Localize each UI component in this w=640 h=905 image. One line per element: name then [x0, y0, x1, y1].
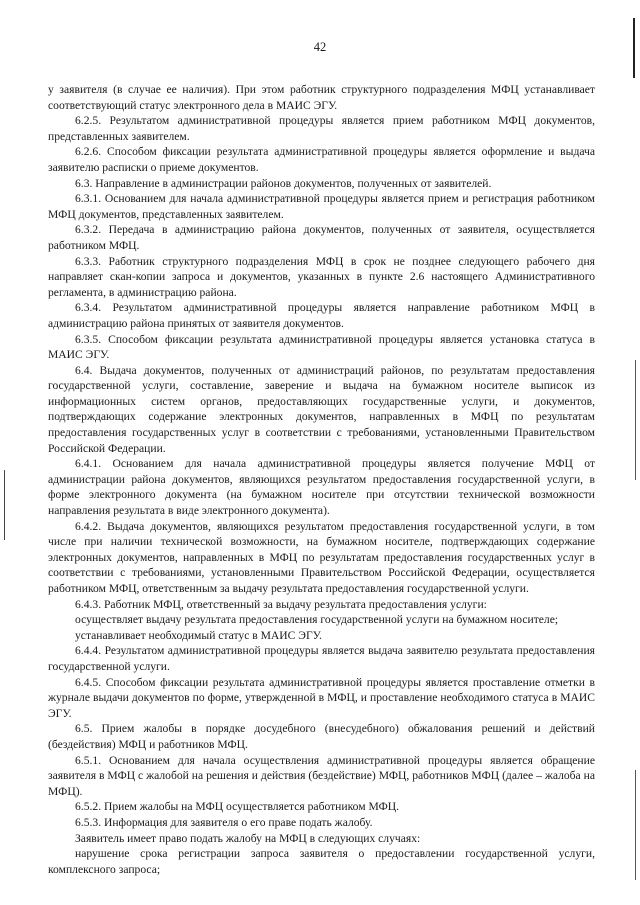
paragraph: 6.4.5. Способом фиксации результата административной процедуры является проставление отметки в журнале выдачи документов по форме, утвержденной в МФЦ, и проставление необходимого статуса в МАИС ЭГУ.	[48, 675, 595, 720]
paragraph: устанавливает необходимый статус в МАИС ЭГУ.	[75, 628, 322, 642]
paragraph: 6.3.5. Способом фиксации результата административной процедуры является установка статуса в МАИС ЭГУ.	[48, 332, 595, 362]
paragraph: 6.4.3. Работник МФЦ, ответственный за выдачу результата предоставления услуги:	[75, 597, 487, 611]
scan-edge-mark	[633, 18, 635, 78]
paragraph: 6.4. Выдача документов, полученных от администраций районов, по результатам предоставления государственной услуги, составление, заверение и выдача на бумажном носителе выписок из информационных систем органов, предоставляющих государственные услуги, и документов, подтверждающих содержание электронных документов, направленных в МФЦ по результатам предоставления государственных услуг в соответствии с требованиями, установленными Правительством Российской Федерации.	[48, 363, 595, 455]
paragraph: осуществляет выдачу результата предоставления государственной услуги на бумажном носителе;	[75, 613, 559, 627]
paragraph: 6.5.2. Прием жалобы на МФЦ осуществляется работником МФЦ.	[75, 800, 400, 814]
paragraph: 6.3.3. Работник структурного подразделения МФЦ в срок не позднее следующего рабочего дня направляет скан-копии запроса и документов, указанных в пункте 2.6 настоящего Административного регламента, в администрацию района.	[48, 254, 595, 299]
document-body	[48, 82, 595, 877]
paragraph: 6.2.5. Результатом административной процедуры является прием работником МФЦ документов, представленных заявителем.	[48, 114, 595, 143]
scan-edge-mark	[4, 470, 5, 540]
paragraph: 6.4.1. Основанием для начала административной процедуры является получение МФЦ от администрации района документов, являющихся результатом предоставления государственной услуги, в форме электронного документа (на бумажном носителе при отсутствии технической возможности направления результата в виде электронного документа).	[48, 457, 595, 518]
paragraph: Заявитель имеет право подать жалобу на МФЦ в следующих случаях:	[75, 831, 421, 845]
paragraph: 6.4.2. Выдача документов, являющихся результатом предоставления государственной услуги, в том числе при наличии технической возможности, на бумажном носителе, подтверждающих содержание электронных документов, направленных в МФЦ по результатам предоставления государственных услуг в соответствии с требованиями, установленными Правительством Российской Федерации, осуществляется работником МФЦ, ответственным за выдачу результата предоставления государственной услуги.	[48, 519, 595, 595]
paragraph: 6.3. Направление в администрации районов документов, полученных от заявителей.	[75, 176, 492, 190]
page-number: 42	[313, 40, 327, 54]
paragraph: 6.5. Прием жалобы в порядке досудебного (внесудебного) обжалования решений и действий (бездействия) МФЦ и работников МФЦ.	[48, 722, 595, 751]
paragraph: 6.5.3. Информация для заявителя о его праве подать жалобу.	[75, 815, 373, 829]
paragraph: 6.3.4. Результатом административной процедуры является направление работником МФЦ в администрацию района принятых от заявителя документов.	[48, 301, 595, 330]
paragraph: 6.3.2. Передача в администрацию района документов, полученных от заявителя, осуществляется работником МФЦ.	[48, 223, 595, 252]
paragraph: нарушение срока регистрации запроса заявителя о предоставлении государственной услуги, комплексного запроса;	[48, 847, 595, 876]
scan-edge-mark	[635, 360, 636, 480]
paragraph: 6.5.1. Основанием для начала осуществления административной процедуры является обращение заявителя в МФЦ с жалобой на решения и действия (бездействие) МФЦ, работников МФЦ (далее – жалоба на МФЦ).	[48, 753, 595, 798]
paragraph: 6.2.6. Способом фиксации результата административной процедуры является оформление и выдача заявителю расписки о приеме документов.	[48, 145, 595, 174]
paragraph: 6.4.4. Результатом административной процедуры является выдача заявителю результата предоставления государственной услуги.	[48, 644, 595, 673]
scan-edge-mark	[635, 770, 636, 880]
paragraph: 6.3.1. Основанием для начала административной процедуры является прием и регистрация работником МФЦ документов, представленных заявителем.	[48, 192, 595, 221]
paragraph: у заявителя (в случае ее наличия). При этом работник структурного подразделения МФЦ устанавливает соответствующий статус электронного дела в МАИС ЭГУ.	[48, 83, 595, 112]
